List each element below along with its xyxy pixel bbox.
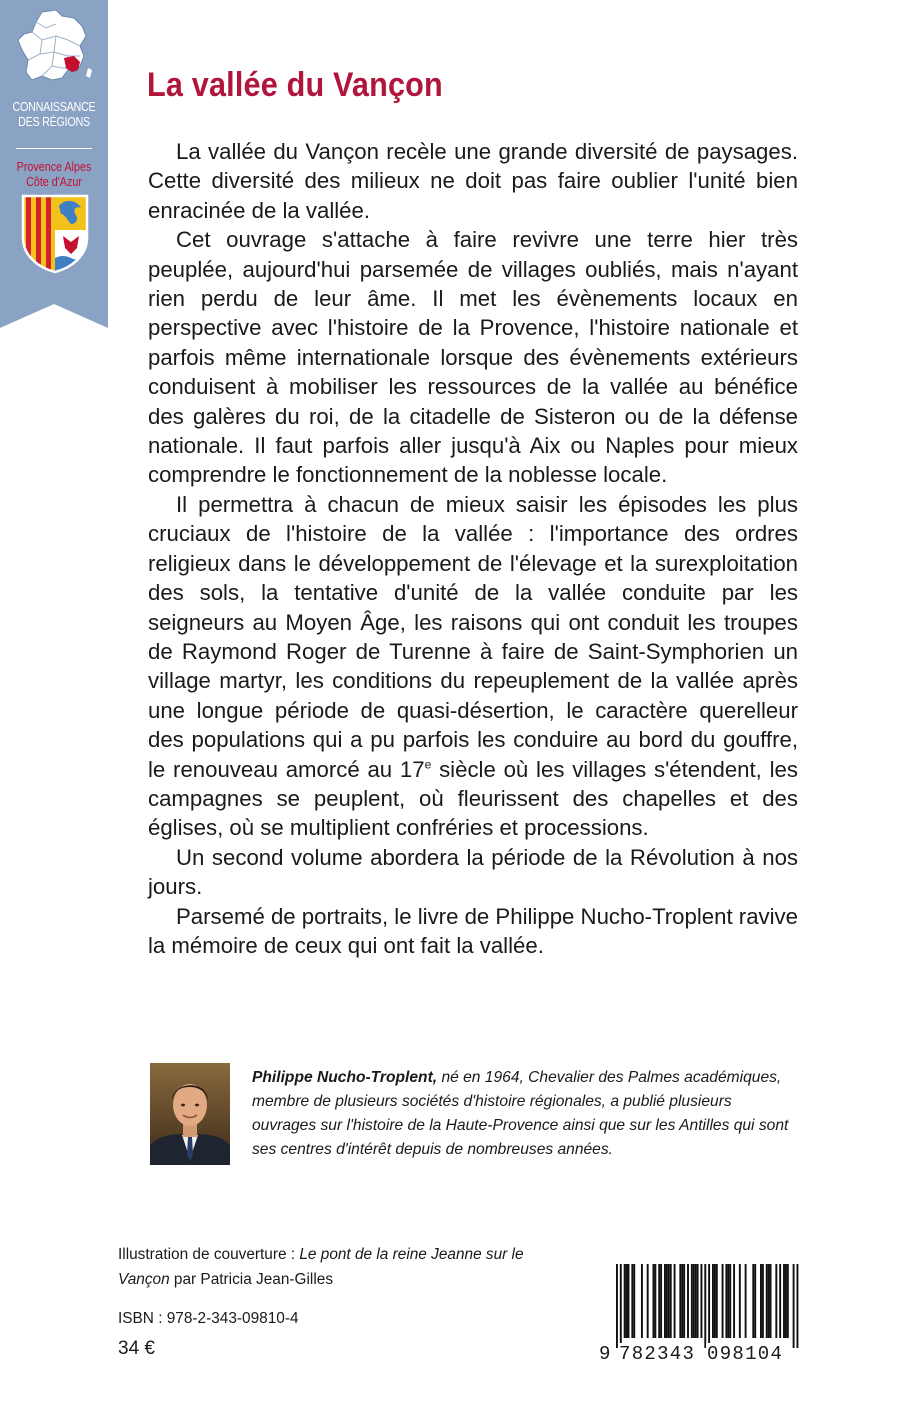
barcode-bar (770, 1264, 772, 1338)
barcode-bar (779, 1264, 781, 1338)
barcode-bar (674, 1264, 676, 1338)
credit-prefix: Illustration de couverture : (118, 1246, 300, 1263)
barcode-bar (679, 1264, 681, 1338)
author-description: né en 1964, Chevalier des Palmes académiques, membre de plusieurs sociétés d'histoire régionales, a publié plusieurs ouvrages sur l'histoire de la Haute-Provence ainsi que sur les Antilles qui sont ses centres d'intérêt depuis de nombreuses années. (252, 1069, 789, 1158)
cover-illustration-credit (118, 1242, 538, 1292)
blurb (148, 137, 798, 960)
barcode-bar (695, 1264, 697, 1338)
barcode-bar (641, 1264, 643, 1338)
blurb-paragraph-3-start: Il permettra à chacun de mieux saisir les épisodes les plus cruciaux de l'histoire de la vallée : l'importance des ordres religieux dans le développement de l'élevage et la surexploitation des sols, la tentative d'unité de la vallée conduite par les seigneurs au Moyen Âge, les raisons qui ont conduit les troupes de Raymond Roger de Turenne à faire de Saint-Symphorien un village martyr, les conditions du repeuplement de la vallée après une longue période de quasi-désertion, le caractère querelleur des populations qui a pu parfois les conduire au bord du gouffre, le renouveau amorcé au 17 (148, 491, 798, 782)
barcode-bar (664, 1264, 666, 1338)
barcode-bar (670, 1264, 672, 1338)
barcode-bar (722, 1264, 724, 1338)
barcode-bar (704, 1264, 706, 1348)
barcode-bar (775, 1264, 777, 1338)
barcode-bar (660, 1264, 662, 1338)
credit-work-title: Le pont de la reine Jeanne sur le Vançon (118, 1246, 524, 1288)
author-bio (252, 1066, 798, 1162)
blurb-paragraph-2: Cet ouvrage s'attache à faire revivre une terre hier très peuplée, aujourd'hui parsemée de villages oubliés, mais n'ayant rien perdu de leur âme. Il met les évènements locaux en perspective avec l'histoire de la Provence, l'histoire nationale et parfois même internationale lorsque des évènements extérieurs conduisent à mobiliser les ressources de la vallée au bénéfice des galères du roi, de la citadelle de Sisteron ou de la défense nationale. Il faut parfois aller jusqu'à Aix ou Naples pour mieux comprendre le fonctionnement de la noblesse locale. (148, 227, 798, 488)
barcode-bar (714, 1264, 716, 1338)
barcode-bar (752, 1264, 754, 1338)
barcode-bar (624, 1264, 626, 1338)
price: 34 € (118, 1338, 155, 1359)
barcode-bar (626, 1264, 628, 1338)
barcode-bar (729, 1264, 731, 1338)
blurb-paragraph-5: Parsemé de portraits, le livre de Philippe Nucho-Troplent ravive la mémoire de ceux qui ont fait la vallée. (148, 903, 798, 958)
barcode-bar (647, 1264, 649, 1338)
series-line-2: DES RÉGIONS (18, 115, 90, 129)
barcode-first-digit: 9 (599, 1343, 611, 1365)
barcode-bar (628, 1264, 630, 1338)
barcode-bar (783, 1264, 785, 1338)
barcode-bar (697, 1264, 699, 1338)
series-line-1: CONNAISSANCE (12, 100, 96, 114)
blurb-paragraph-3-end: siècle où les villages s'étendent, les campagnes se peuplent, où fleurissent des chapelles et des églises, où se multiplient confréries et processions. (148, 756, 798, 841)
barcode-bar (725, 1264, 727, 1338)
barcode-bar (708, 1264, 710, 1348)
barcode-bar (633, 1264, 635, 1338)
barcode-bar (785, 1264, 787, 1338)
barcode-bar (787, 1264, 789, 1338)
barcode-bar (631, 1264, 633, 1338)
barcode-bar (796, 1264, 798, 1348)
barcode-bar (654, 1264, 656, 1338)
barcode-bar (733, 1264, 735, 1338)
century-superscript: e (424, 757, 432, 772)
region-name (8, 160, 101, 190)
barcode-bar (666, 1264, 668, 1338)
barcode-bar (693, 1264, 695, 1338)
barcode-bar (760, 1264, 762, 1338)
series-ribbon (0, 0, 108, 304)
barcode-bar (712, 1264, 714, 1338)
barcode-bar (768, 1264, 770, 1338)
barcode-bar (668, 1264, 670, 1338)
series-name (8, 100, 101, 130)
barcode-bar (691, 1264, 693, 1338)
barcode-bar (687, 1264, 689, 1338)
series-divider (16, 148, 92, 149)
blurb-paragraph-3 (148, 490, 798, 843)
barcode-bar (716, 1264, 718, 1338)
barcode-right-digits: 098104 (707, 1343, 784, 1365)
barcode-bar (762, 1264, 764, 1338)
isbn: ISBN : 978-2-343-09810-4 (118, 1310, 299, 1327)
blurb-paragraph-4: Un second volume abordera la période de la Révolution à nos jours. (148, 844, 798, 900)
barcode-bar (727, 1264, 729, 1338)
barcode-bar (700, 1264, 702, 1338)
barcode-bar (793, 1264, 795, 1348)
barcode-bar (766, 1264, 768, 1338)
barcode-bar (652, 1264, 654, 1338)
author-photo (150, 1063, 230, 1165)
region-line-1: Provence Alpes (16, 160, 92, 174)
barcode-bar (681, 1264, 683, 1338)
barcode-left-digits: 782343 (619, 1343, 696, 1365)
barcode-bar (658, 1264, 660, 1338)
barcode-bar (739, 1264, 741, 1338)
region-line-2: Côte d'Azur (26, 175, 82, 189)
barcode-bar (745, 1264, 747, 1338)
barcode-bar (620, 1264, 622, 1348)
region-shield-icon (21, 194, 89, 274)
blurb-paragraph-1: La vallée du Vançon recèle une grande diversité de paysages. Cette diversité des milieux ne doit pas faire oublier l'unité bien enracinée de la vallée. (148, 139, 798, 223)
france-map-icon (12, 6, 96, 90)
barcode-bar (754, 1264, 756, 1338)
credit-artist: par Patricia Jean-Gilles (169, 1271, 334, 1288)
author-name: Philippe Nucho-Troplent, (252, 1069, 438, 1086)
barcode-bar (683, 1264, 685, 1338)
book-title: La vallée du Vançon (147, 66, 443, 104)
barcode-bar (616, 1264, 618, 1348)
barcode-number (598, 1337, 800, 1365)
